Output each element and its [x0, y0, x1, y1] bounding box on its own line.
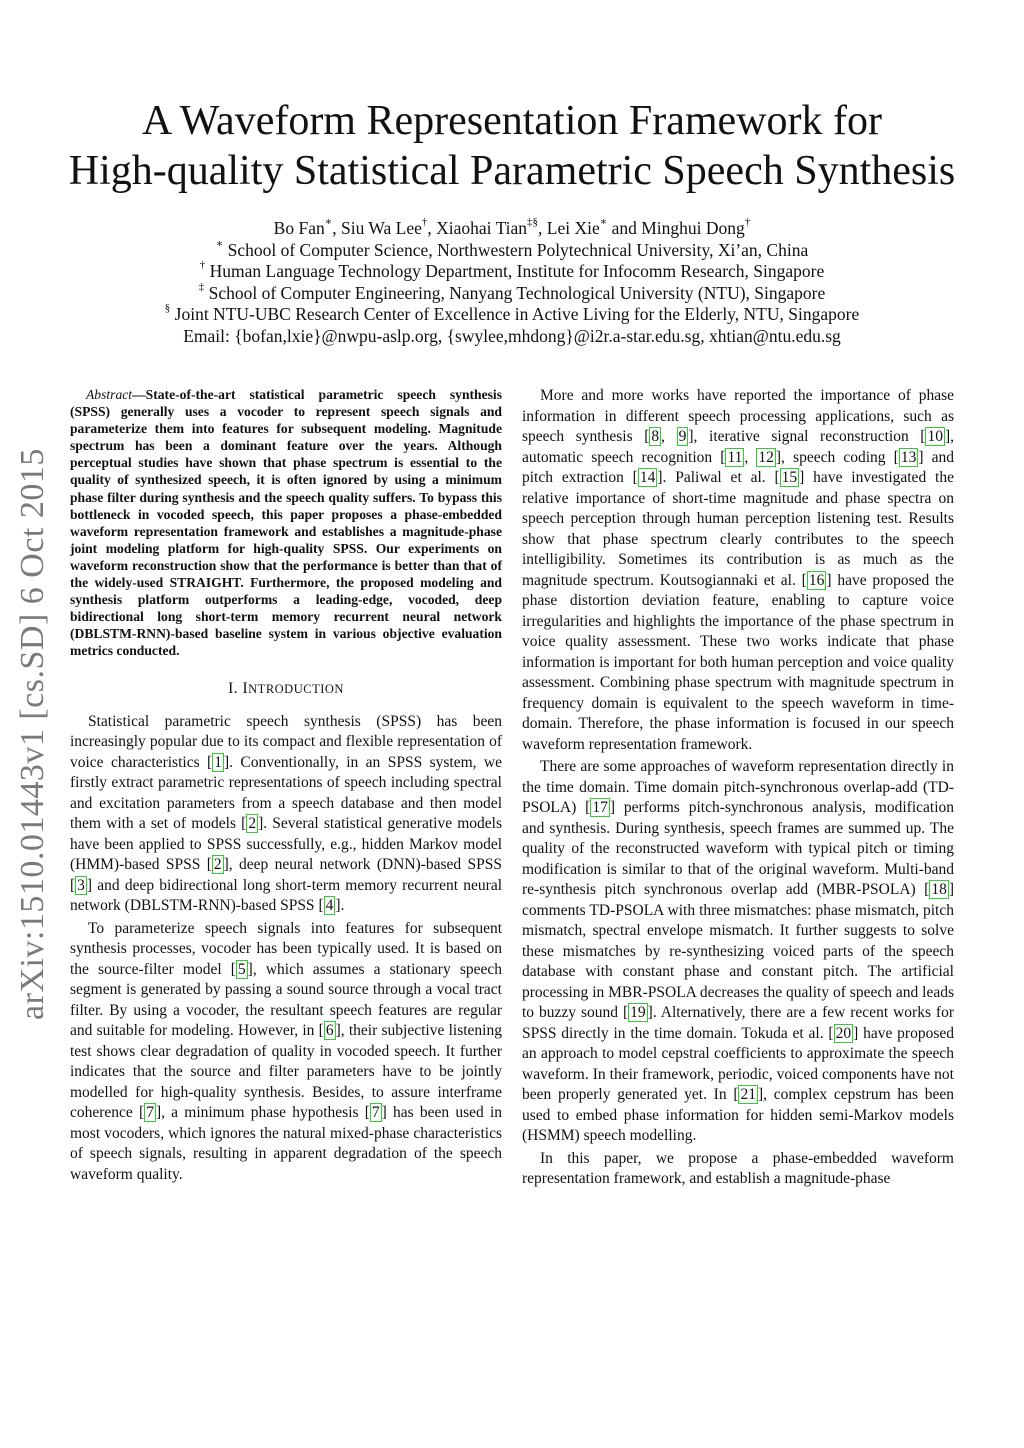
section-number: I. — [228, 679, 239, 697]
arxiv-stamp — [12, 448, 54, 1020]
email-line: Email: {bofan,lxie}@nwpu-aslp.org, {swylee,mhdong}@i2r.a-star.edu.sg, xhtian@ntu.edu.sg — [183, 325, 841, 346]
citation-link[interactable]: 2 — [213, 856, 222, 873]
left-paragraph: Statistical parametric speech synthesis (SPSS) has been increasingly popular due to its compact and flexible representation of voice characteristics [ 1 ]. Conventionally, in an SPSS system, we firstly extract parametric representations of speech including spectral and excitation parameters from a speech database and then model them with a set of models [ 2 ]. Several statistical generative models have been applied to SPSS successfully, e.g., hidden Markov model (HMM)-based SPSS [ 2 ], deep neural network (DNN)-based SPSS [ 3 ] and deep bidirectional long short-term memory recurrent neural network (DBLSTM-RNN)-based SPSS [ 4 ]. — [70, 712, 502, 914]
citation-link[interactable]: 18 — [931, 881, 947, 898]
citation-link[interactable]: 19 — [630, 1004, 646, 1021]
right-paragraph: There are some approaches of waveform representation directly in the time domain. Time domain pitch-synchronous overlap-add (TD-PSOLA) [ 17 ] performs pitch-synchronous analysis, modification and synthesis. During synthesis, speech frames are summed up. The quality of the reconstructed waveform with typical pitch or timing modification is similar to that of the original waveform. Multi-band re-synthesis pitch synchronous overlap add (MBR-PSOLA) [ 18 ] comments TD-PSOLA with three mismatches: phase mismatch, pitch mismatch, spectral envelope mismatch. It further suggests to solve these mismatches by re-synthesizing voiced parts of the speech database with constant phase and constant pitch. The artificial processing in MBR-PSOLA decreases the quality of speech and leads to buzzy sound [ 19 ]. Alternatively, there are a few recent works for SPSS directly in the time domain. Tokuda et al. [ 20 ] have proposed an approach to model cepstral coefficients to approximate the speech waveform. In their framework, periodic, voiced components have not been properly generated yet. In [ 21 ], complex cepstrum has been used to embed phase information for hidden semi-Markov models (HSMM) speech modelling. — [522, 758, 955, 1144]
citation-link[interactable]: 5 — [237, 960, 246, 978]
author-name: and Minghui Dong — [611, 218, 745, 238]
citation-link[interactable]: 1 — [214, 753, 222, 771]
left-body — [70, 712, 502, 1186]
section-heading-introduction — [70, 680, 502, 698]
citation-link[interactable]: 20 — [835, 1024, 852, 1042]
author-mark: † — [744, 216, 751, 229]
citation-link[interactable]: 8 — [651, 428, 660, 445]
author-name: Bo Fan — [273, 218, 325, 238]
affiliation-mark: § — [164, 302, 171, 315]
abstract-dash: — — [132, 387, 146, 402]
citation-link[interactable]: 4 — [325, 897, 334, 914]
author-block — [60, 218, 964, 347]
affiliation-text: Joint NTU-UBC Research Center of Excellence in Active Living for the Elderly, NTU, Singapore — [174, 304, 860, 324]
citation-link[interactable]: 17 — [592, 799, 608, 816]
citation-link[interactable]: 13 — [900, 448, 917, 466]
title-line-1: A Waveform Representation Framework for — [142, 98, 882, 144]
affiliation-mark: ∗ — [215, 237, 224, 250]
affiliation-mark: ‡ — [198, 280, 205, 293]
abstract-label: Abstract — [86, 387, 133, 402]
author-name: Lei Xie — [546, 218, 600, 238]
author-names: Bo Fan∗, Siu Wa Lee†, Xiaohai Tian‡§, Lei Xie∗ and Minghui Dong† — [273, 216, 751, 238]
author-mark: ∗ — [324, 216, 333, 229]
title-line-2: High-quality Statistical Parametric Speech Synthesis — [68, 148, 956, 194]
affiliation-text: School of Computer Science, Northwestern Polytechnical University, Xi’an, China — [227, 239, 809, 260]
author-name: Siu Wa Lee — [340, 218, 422, 238]
citation-link[interactable]: 2 — [248, 815, 257, 832]
citation-link[interactable]: 6 — [325, 1022, 334, 1039]
right-body — [522, 386, 954, 1190]
affiliation-text: Human Language Technology Department, Institute for Infocomm Research, Singapore — [209, 261, 825, 281]
affiliation-mark: † — [199, 259, 206, 272]
citation-link[interactable]: 9 — [678, 428, 687, 445]
affiliation — [60, 304, 964, 326]
author-mark: ∗ — [599, 216, 608, 229]
left-paragraph: To parameterize speech signals into features for subsequent synthesis processes, vocoder has been typically used. It is based on the source-filter model [ 5 ], which assumes a stationary speech segment is generated by passing a sound source through a vocal tract filter. By using a vocoder, the resultant speech features are regular and suitable for modeling. However, in [ 6 ], their subjective listening test shows clear degradation of quality in vocoded speech. It further indicates that the source and filter parameters have to be jointly modelled for high-quality synthesis. Besides, to assure interframe coherence [ 7 ], a minimum phase hypothesis [ 7 ] has been used in most vocoders, which ignores the natural mixed-phase characteristics of speech signals, resulting in apparent degradation of the speech waveform quality. — [70, 919, 503, 1183]
left-column — [70, 386, 502, 1185]
citation-link[interactable]: 10 — [927, 428, 943, 445]
abstract-text: State-of-the-art statistical parametric speech synthesis (SPSS) generally uses a vocoder to represent speech signals and parameterize them into features for subsequent modeling. Magnitude spectrum has been a dominant feature over the years. Although perceptual studies have shown that phase spectrum is essential to the quality of synthesized speech, it is often ignored by using a minimum phase filter during synthesis and the speech quality suffers. To bypass this bottleneck in vocoded speech, this paper proposes a phase-embedded waveform representation framework and establishes a magnitude-phase joint modeling platform for high-quality SPSS. Our experiments on waveform reconstruction show that the performance is better than that of the widely-used STRAIGHT. Furthermore, the proposed modeling and synthesis platform outperforms a leading-edge, vocoded, deep bidirectional long short-term memory recurrent neural network (DBLSTM-RNN)-based baseline system in various objective evaluation metrics conducted. — [70, 387, 502, 659]
author-name: Xiaohai Tian — [436, 218, 528, 238]
citation-link[interactable]: 14 — [639, 469, 656, 486]
citation-link[interactable]: 15 — [781, 469, 798, 486]
author-mark: ‡§ — [527, 216, 539, 229]
section-first-letter: I — [242, 679, 249, 697]
affiliation — [60, 280, 964, 305]
affiliation — [60, 237, 964, 262]
right-column — [522, 386, 954, 1190]
author-mark: † — [421, 216, 428, 229]
citation-link[interactable]: 3 — [77, 876, 85, 894]
citation-link[interactable]: 21 — [740, 1086, 756, 1103]
affiliation-text: School of Computer Engineering, Nanyang Technological University (NTU), Singapore — [208, 282, 826, 303]
citation-link[interactable]: 7 — [371, 1104, 380, 1121]
affiliation — [60, 261, 964, 283]
section-title-rest: NTRODUCTION — [248, 681, 344, 696]
citation-link[interactable]: 7 — [146, 1104, 154, 1121]
citation-link[interactable]: 12 — [758, 448, 774, 466]
paper-title — [40, 96, 984, 196]
abstract — [70, 386, 502, 660]
citation-link[interactable]: 11 — [727, 448, 743, 466]
right-paragraph: In this paper, we propose a phase-embedded waveform representation framework, and establish a magnitude-phase — [522, 1149, 954, 1187]
right-paragraph: More and more works have reported the importance of phase information in different speech processing applications, such as speech synthesis [ 8 , 9 ], iterative signal reconstruction [ 10 ], automatic speech recognition [ 11 , 12 ], speech coding [ 13 ] and pitch extraction [ 14 ]. Paliwal et al. [ 15 ] have investigated the relative importance of short-time magnitude and phase spectra on speech perception through human perception listening test. Results show that phase spectrum clearly contributes to the speech intelligibility. Sometimes its contribution is as much as the magnitude spectrum. Koutsogiannaki et al. [ 16 ] have proposed the phase distortion deviation feature, enabling to capture voice irregularities and highlights the importance of the phase spectrum in voice quality assessment. These two works indicate that phase information is important for both human perception and voice quality assessment. Combining phase spectrum with magnitude spectrum in frequency domain is equivalent to the speech waveform in time-domain. Therefore, the phase information is focused in our speech waveform representation framework. — [522, 387, 955, 753]
arxiv-identifier: arXiv:1510.01443v1 [cs.SD] 6 Oct 2015 — [14, 448, 51, 1020]
citation-link[interactable]: 16 — [808, 571, 825, 589]
